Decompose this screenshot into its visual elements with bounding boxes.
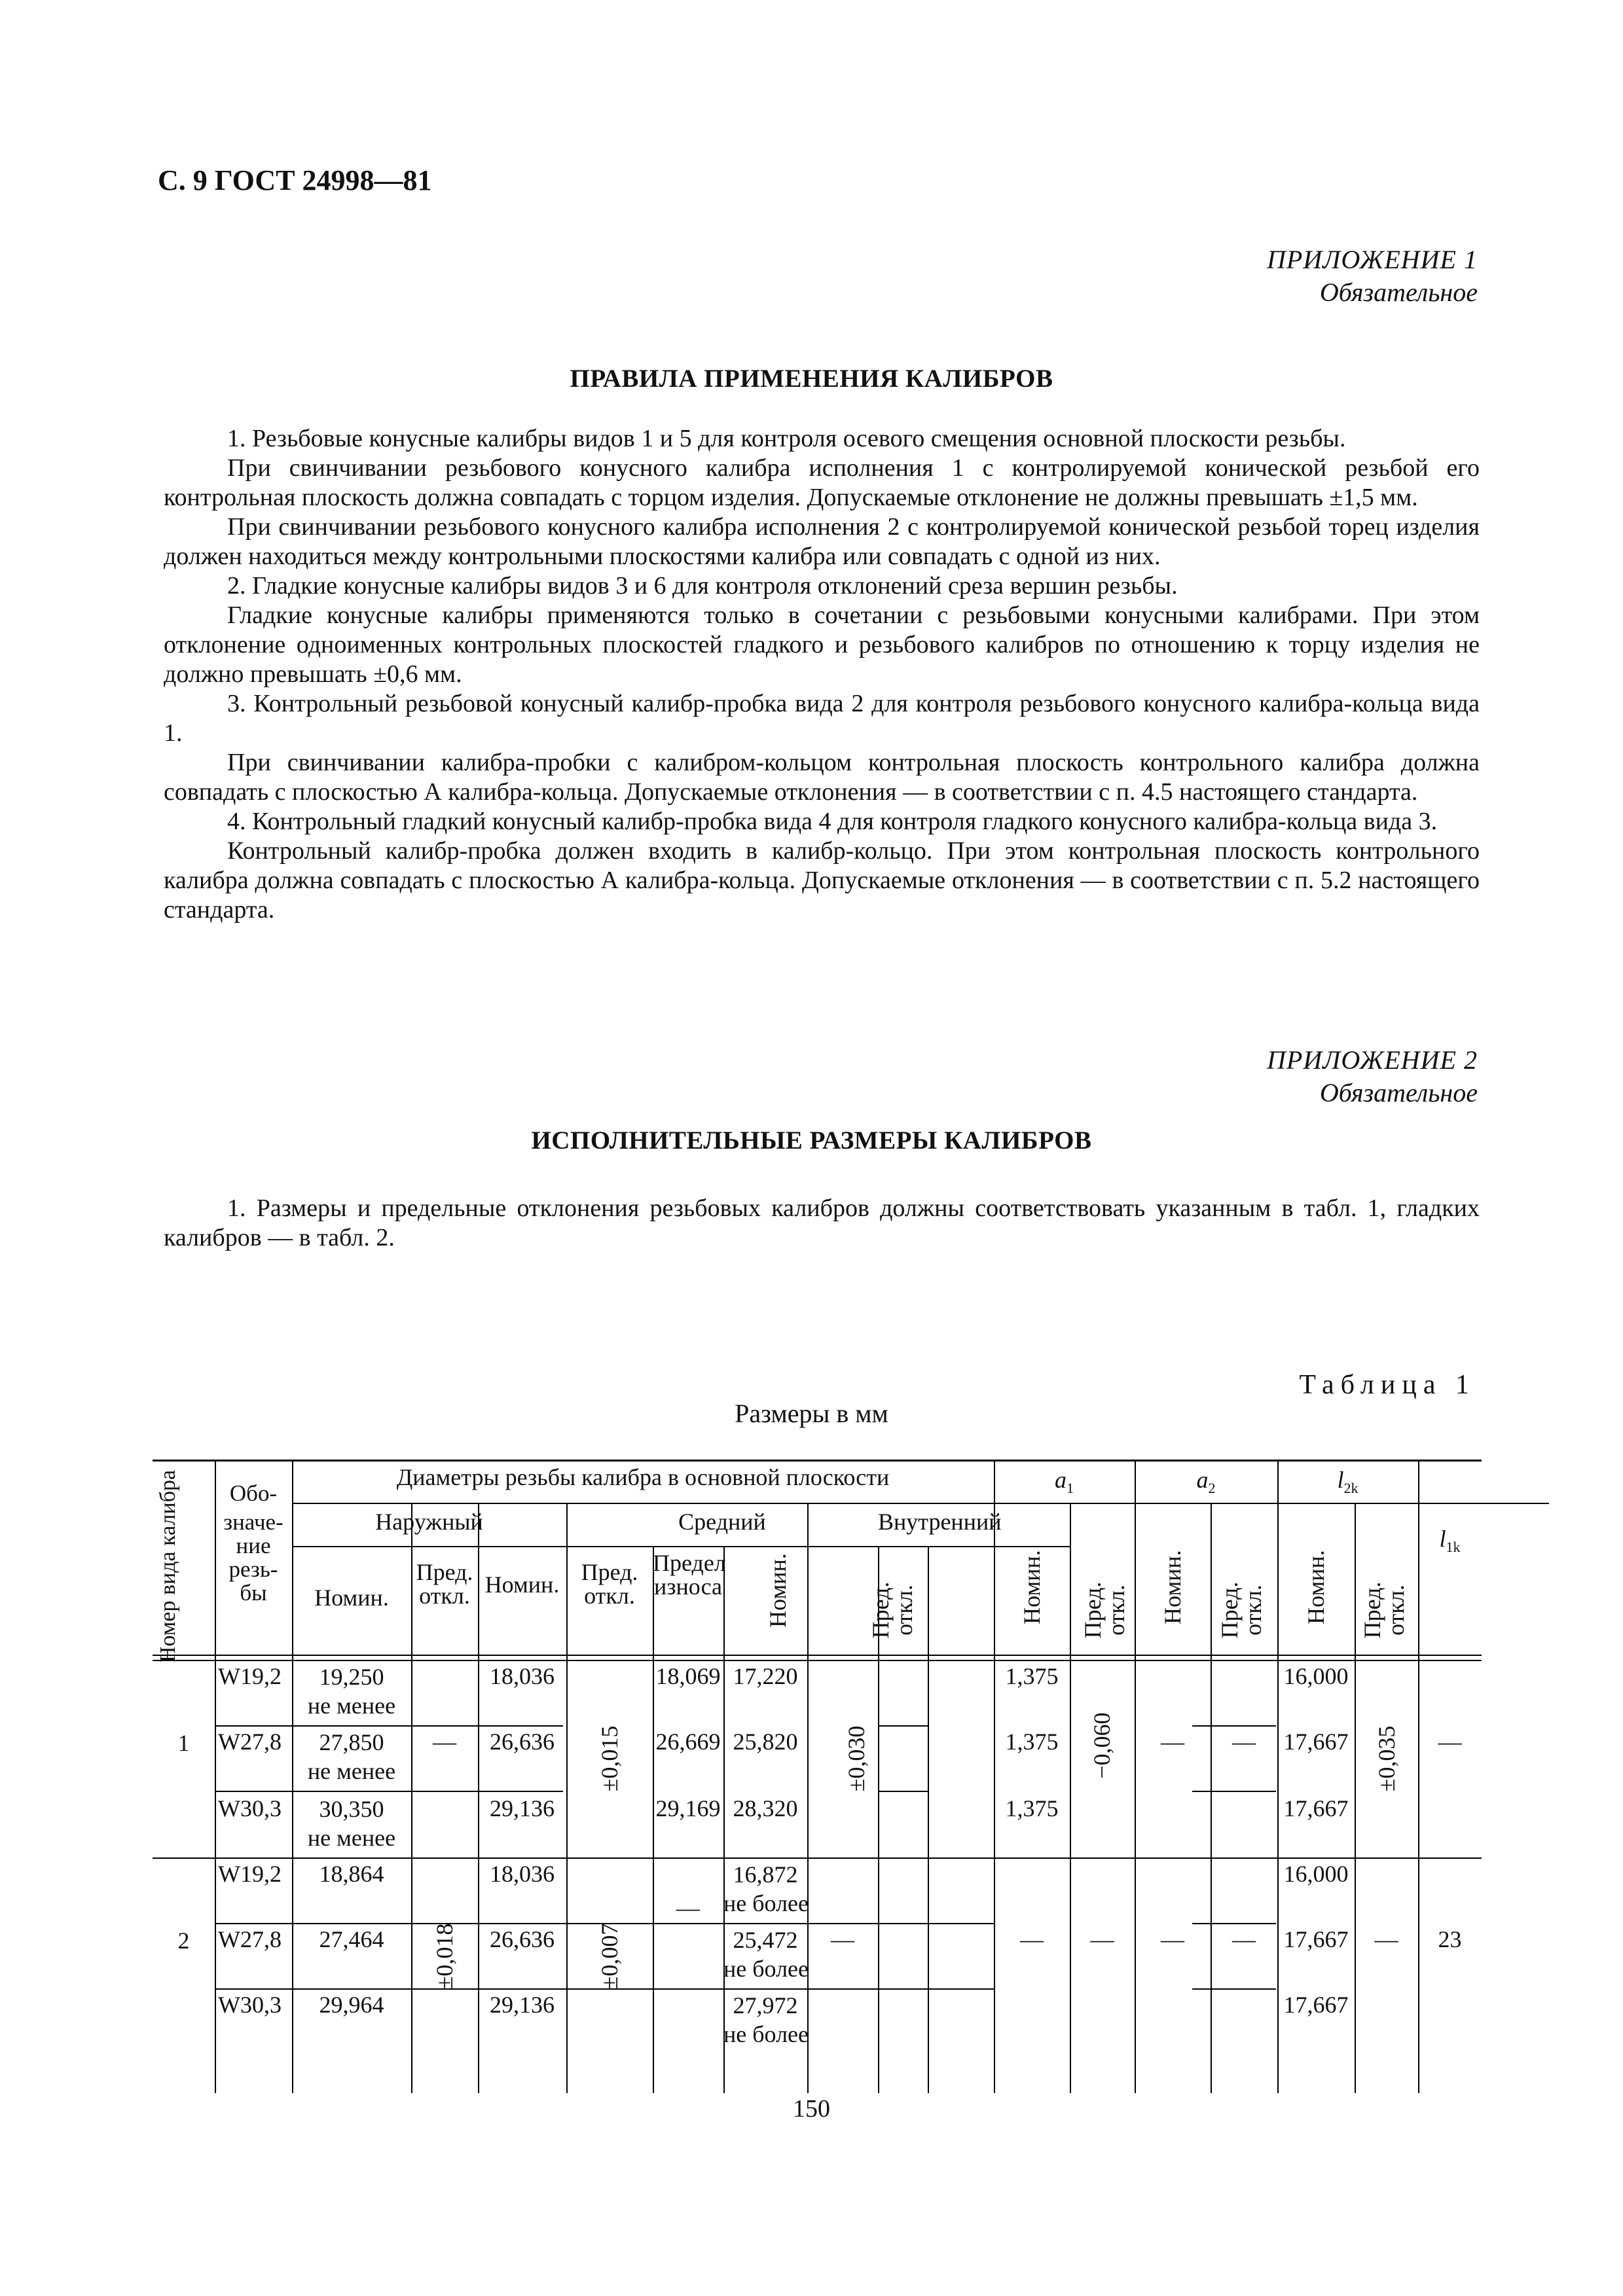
page-header: С. 9 ГОСТ 24998—81: [158, 164, 432, 196]
designation: W27,8: [218, 1926, 282, 1952]
header-l2k-dev: Пред. откл.: [1359, 1581, 1409, 1639]
paragraph: 3. Контрольный резьбовой конусный калибр-пробка вида 2 для контроля резьбового конусного калибра-кольца вида 1.: [164, 690, 1480, 747]
inner-nom: 25,472 не более: [723, 1927, 809, 1982]
a2-dev: —: [1232, 1926, 1256, 1952]
middle-nom: 29,136: [490, 1992, 555, 2018]
header-middle: Средний: [678, 1509, 766, 1535]
inner-nom: 25,820: [733, 1729, 798, 1755]
paragraph: При свинчивании калибра-пробки с калибром-кольцом контрольная плоскость контрольного калибра должна совпадать с плоскостью А калибра-кольца. Допускаемые отклонения — в соответствии с п. 4.5 настоящего стандарта.: [164, 749, 1480, 806]
inner-dev: ±0,030: [843, 1725, 869, 1792]
wear: 18,069: [655, 1663, 721, 1689]
paragraph: Контрольный калибр-пробка должен входить в калибр-кольцо. При этом контрольная плоскость контрольного калибра должна совпадать с плоскостью А калибра-кольца. Допускаемые отклонения — в соответствии с п. 5.2 настоящего стандарта.: [164, 837, 1480, 924]
header-designation: Обо- значе- ние резь- бы: [223, 1480, 283, 1605]
paragraph: Гладкие конусные калибры применяются только в сочетании с резьбовыми конусными калибрами. При этом отклонение одноименных контрольных плоскостей гладкого и резьбового калибров по отношению к торцу изделия не должно превышать ±0,6 мм.: [164, 601, 1480, 688]
l2k-dev: ±0,035: [1374, 1725, 1400, 1792]
middle-nom: 26,636: [490, 1926, 555, 1952]
appendix1-label: ПРИЛОЖЕНИЕ 1: [1267, 245, 1478, 274]
designation: W19,2: [218, 1861, 282, 1887]
l1k: 23: [1438, 1926, 1462, 1952]
a1-nom: 1,375: [1005, 1729, 1059, 1755]
appendix1-label-block: [1267, 243, 1478, 309]
wear: 26,669: [655, 1729, 721, 1755]
paragraph: При свинчивании резьбового конусного калибра исполнения 2 с контролируемой конической резьбой торец изделия должен находиться между контрольными плоскостями калибра или совпадать с одной из них.: [164, 513, 1480, 570]
header-wear: Предел износа: [653, 1550, 726, 1600]
a1-nom: 1,375: [1005, 1795, 1059, 1821]
header-a2-nom: Номин.: [1159, 1550, 1186, 1624]
l2k-nom: 16,000: [1283, 1861, 1349, 1887]
inner-dev: —: [831, 1926, 854, 1952]
paragraph: 2. Гладкие конусные калибры видов 3 и 6 для контроля отклонений среза вершин резьбы.: [227, 572, 1178, 600]
middle-nom: 29,136: [490, 1795, 555, 1821]
a1-nom: 1,375: [1005, 1663, 1059, 1689]
l2k-nom: 17,667: [1283, 1992, 1349, 2018]
header-middle-nom: Номин.: [484, 1571, 560, 1598]
header-l2k: $l_{2k}$: [1337, 1467, 1359, 1497]
a1-dev: —: [1090, 1926, 1114, 1952]
header-inner-dev: Пред. откл.: [867, 1581, 917, 1639]
middle-nom: 18,036: [490, 1861, 555, 1887]
inner-nom: 28,320: [733, 1795, 798, 1821]
appendix1-body: [164, 424, 1480, 925]
a1-nom: —: [1020, 1926, 1044, 1952]
header-l1k: $l_{1k}$: [1439, 1526, 1461, 1556]
l2k-dev: —: [1374, 1926, 1398, 1952]
table-1: [153, 1460, 1482, 2093]
paragraph: При свинчивании резьбового конусного калибра исполнения 1 с контролируемой конической резьбой его контрольная плоскость должна совпадать с торцом изделия. Допускаемые отклонение не должны превышать ±1,5 мм.: [164, 454, 1480, 511]
inner-nom: 17,220: [733, 1663, 798, 1689]
appendix1-title: ПРАВИЛА ПРИМЕНЕНИЯ КАЛИБРОВ: [570, 365, 1053, 393]
outer-nom: 27,850 не менее: [307, 1729, 396, 1784]
outer-nom: 27,464: [319, 1926, 384, 1952]
header-a1-dev: Пред. откл.: [1080, 1581, 1129, 1639]
inner-nom: 16,872 не более: [723, 1861, 809, 1916]
outer-nom: 18,864: [319, 1861, 384, 1887]
table-units: Размеры в мм: [735, 1399, 888, 1428]
l2k-nom: 17,667: [1283, 1795, 1349, 1821]
kind-2: 2: [177, 1928, 190, 1954]
page-number: 150: [793, 2095, 830, 2123]
appendix2-title: ИСПОЛНИТЕЛЬНЫЕ РАЗМЕРЫ КАЛИБРОВ: [531, 1126, 1092, 1155]
header-a2: $a_2$: [1196, 1467, 1216, 1497]
header-outer: Наружный: [375, 1509, 483, 1535]
l2k-nom: 16,000: [1283, 1663, 1349, 1689]
wear: —: [676, 1895, 700, 1921]
header-middle-dev: Пред. откл.: [581, 1559, 638, 1609]
appendix2-label-block: [1267, 1044, 1478, 1109]
l2k-nom: 17,667: [1283, 1926, 1349, 1952]
header-a2-dev: Пред. откл.: [1216, 1581, 1266, 1639]
outer-dev: ±0,018: [431, 1923, 458, 1990]
header-outer-nom: Номин.: [314, 1585, 389, 1611]
a2-nom: —: [1161, 1729, 1184, 1755]
l2k-nom: 17,667: [1283, 1729, 1349, 1755]
header-kind: Номер вида калибра: [156, 1469, 180, 1662]
middle-dev: ±0,007: [596, 1923, 623, 1990]
header-inner: Внутренний: [878, 1509, 1002, 1535]
appendix2-body: [164, 1194, 1480, 1253]
inner-nom: 27,972 не более: [723, 1992, 809, 2047]
designation: W27,8: [218, 1729, 282, 1755]
appendix2-label: ПРИЛОЖЕНИЕ 2: [1267, 1045, 1478, 1075]
middle-dev: ±0,015: [596, 1725, 623, 1792]
outer-nom: 29,964: [319, 1992, 384, 2018]
outer-nom: 30,350 не менее: [307, 1796, 396, 1851]
designation: W19,2: [218, 1663, 282, 1689]
paragraph: 1. Размеры и предельные отклонения резьбовых калибров должны соответствовать указанным в табл. 1, гладких калибров — в табл. 2.: [164, 1194, 1480, 1251]
designation: W30,3: [218, 1795, 282, 1821]
header-diameters: Диаметры резьбы калибра в основной плоскости: [396, 1464, 890, 1490]
middle-nom: 18,036: [490, 1663, 555, 1689]
appendix1-note: Обязательное: [1319, 278, 1478, 307]
paragraph: 1. Резьбовые конусные калибры видов 1 и 5 для контроля осевого смещения основной плоскости резьбы.: [227, 425, 1346, 452]
header-a1-nom: Номин.: [1019, 1550, 1045, 1624]
header-a1: $a_1$: [1055, 1467, 1074, 1497]
a2-nom: —: [1161, 1926, 1184, 1952]
outer-nom: 19,250 не менее: [307, 1664, 396, 1719]
l1k: —: [1438, 1729, 1462, 1755]
outer-dev: —: [433, 1729, 456, 1755]
header-outer-dev: Пред. откл.: [416, 1559, 473, 1609]
a1-dev: −0,060: [1089, 1712, 1115, 1779]
middle-nom: 26,636: [490, 1729, 555, 1755]
kind-1: 1: [177, 1730, 190, 1756]
wear: 29,169: [655, 1795, 721, 1821]
appendix2-note: Обязательное: [1319, 1078, 1478, 1107]
header-inner-nom: Номин.: [765, 1553, 791, 1628]
a2-dev: —: [1232, 1729, 1256, 1755]
designation: W30,3: [218, 1992, 282, 2018]
table-label: Таблица 1: [1299, 1370, 1476, 1400]
paragraph: 4. Контрольный гладкий конусный калибр-пробка вида 4 для контроля гладкого конусного калибра-кольца вида 3.: [227, 808, 1438, 835]
header-l2k-nom: Номин.: [1303, 1550, 1329, 1624]
